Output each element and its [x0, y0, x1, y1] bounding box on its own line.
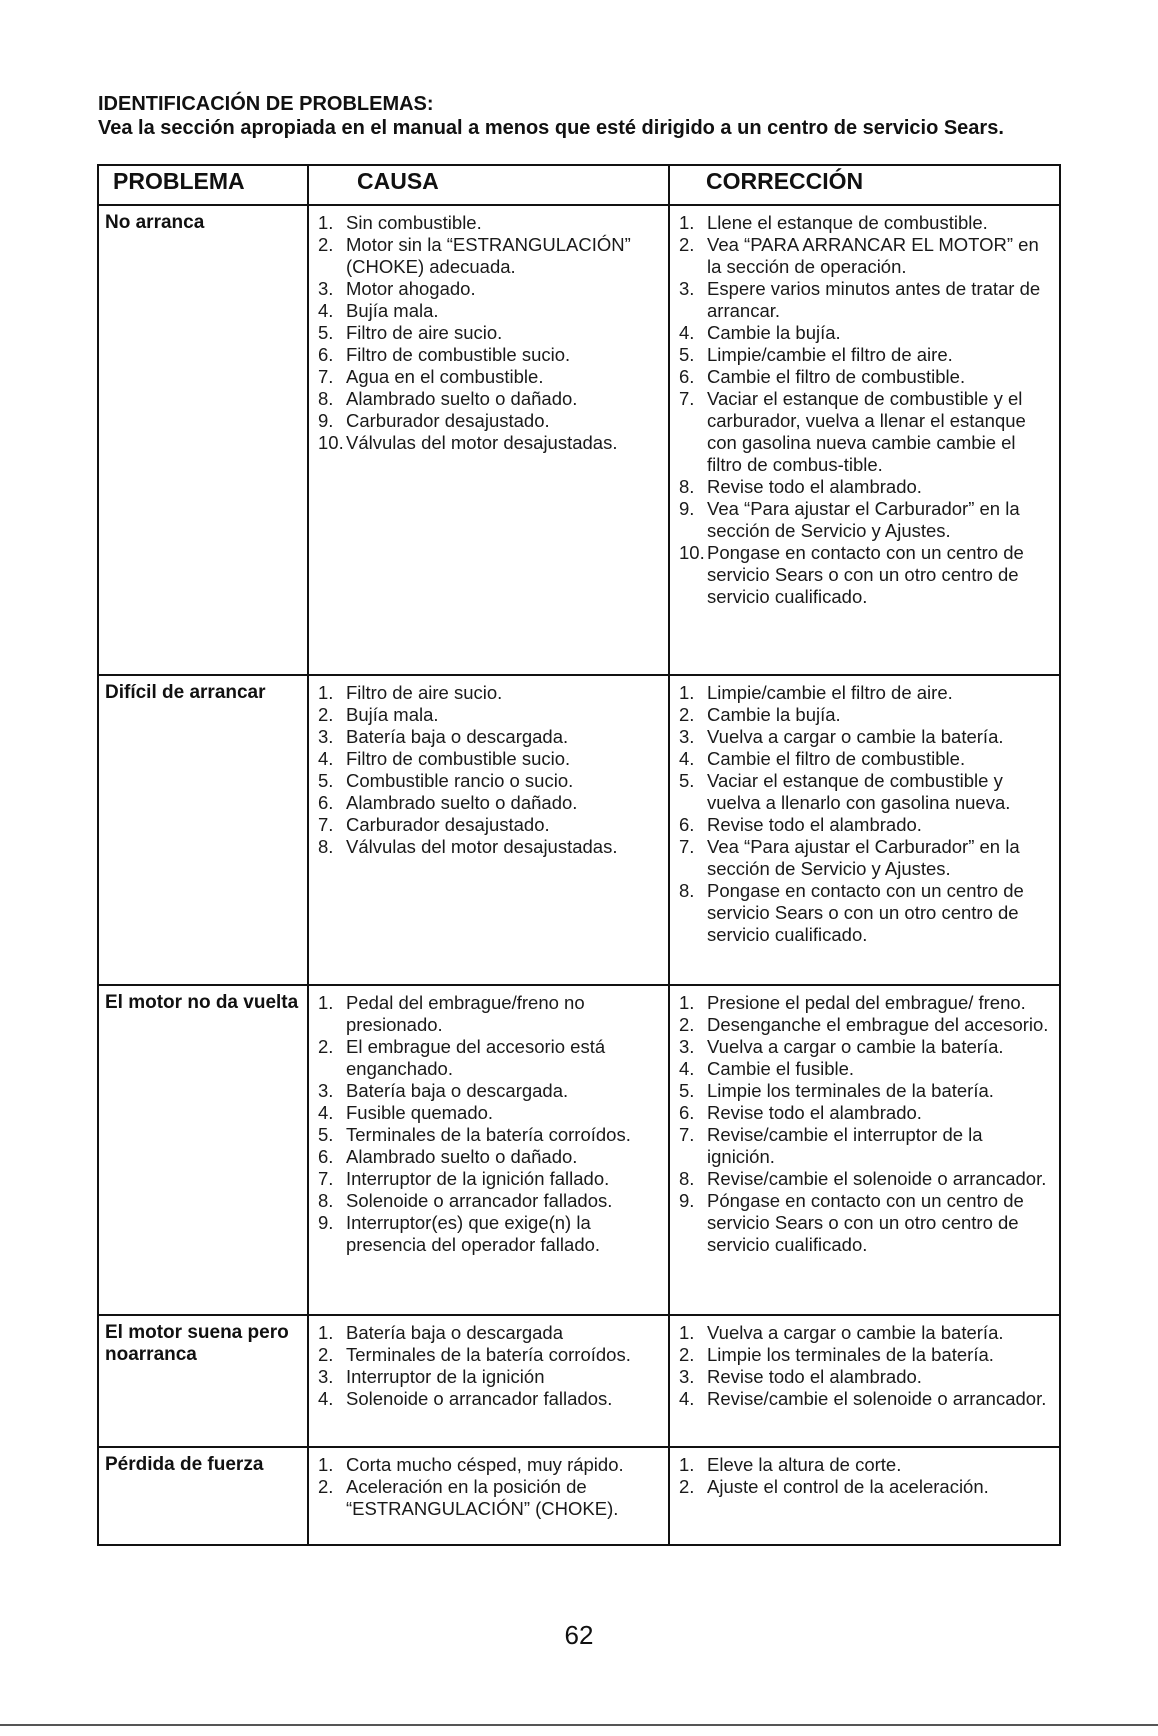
item-number: 7.	[679, 836, 695, 857]
list-item	[315, 1322, 664, 1344]
list-item	[676, 770, 1055, 814]
list-item	[315, 1146, 664, 1168]
item-number: 10.	[318, 432, 344, 453]
list-item	[315, 1454, 664, 1476]
item-number: 4.	[679, 748, 695, 769]
list-item	[676, 704, 1055, 726]
correction-list	[676, 1322, 1055, 1410]
item-number: 4.	[318, 1388, 334, 1409]
item-number: 4.	[679, 1388, 695, 1409]
item-number: 8.	[679, 476, 695, 497]
list-item	[315, 344, 664, 366]
list-item	[315, 704, 664, 726]
item-text: Interruptor de la ignición fallado.	[346, 1168, 610, 1189]
item-text: Vuelva a cargar o cambie la batería.	[707, 1036, 1004, 1057]
item-number: 9.	[318, 410, 334, 431]
correction-list	[676, 212, 1055, 608]
table-row	[98, 205, 1060, 675]
item-text: Motor ahogado.	[346, 278, 476, 299]
item-text: Cambie la bujía.	[707, 704, 841, 725]
list-item	[676, 1322, 1055, 1344]
correction-cell	[669, 985, 1060, 1315]
item-number: 7.	[318, 814, 334, 835]
list-item	[676, 1454, 1055, 1476]
troubleshooting-table	[97, 164, 1061, 1546]
list-item	[315, 748, 664, 770]
list-item	[315, 300, 664, 322]
list-item	[676, 1168, 1055, 1190]
item-text: Revise todo el alambrado.	[707, 814, 922, 835]
item-text: Eleve la altura de corte.	[707, 1454, 902, 1475]
item-text: Limpie los terminales de la batería.	[707, 1344, 994, 1365]
item-text: Vuelva a cargar o cambie la batería.	[707, 726, 1004, 747]
item-text: Válvulas del motor desajustadas.	[346, 432, 618, 453]
cause-list	[315, 212, 664, 454]
item-number: 4.	[318, 1102, 334, 1123]
item-text: Batería baja o descargada	[346, 1322, 564, 1343]
item-number: 7.	[318, 1168, 334, 1189]
list-item	[676, 1388, 1055, 1410]
list-item	[676, 880, 1055, 946]
list-item	[315, 1366, 664, 1388]
item-text: Fusible quemado.	[346, 1102, 494, 1123]
problem-cell: No arranca	[98, 205, 308, 675]
table-body	[98, 205, 1060, 1545]
item-text: Presione el pedal del embrague/ freno.	[707, 992, 1026, 1013]
item-text: Corta mucho césped, muy rápido.	[346, 1454, 624, 1475]
item-number: 6.	[679, 814, 695, 835]
item-text: Vea “Para ajustar el Carburador” en la sección de Servicio y Ajustes.	[707, 836, 1020, 879]
correction-list	[676, 1454, 1055, 1498]
item-number: 3.	[318, 1366, 334, 1387]
list-item	[676, 1124, 1055, 1168]
item-text: Vaciar el estanque de combustible y el carburador, vuelva a llenar el estanque con gasolina nueva cambie cambie el filtro de combus-tible.	[707, 388, 1026, 475]
item-number: 1.	[679, 992, 695, 1013]
cause-list	[315, 1454, 664, 1520]
item-text: Revise todo el alambrado.	[707, 476, 922, 497]
item-text: Limpie/cambie el filtro de aire.	[707, 344, 953, 365]
list-item	[315, 992, 664, 1036]
item-number: 1.	[679, 212, 695, 233]
list-item	[315, 792, 664, 814]
item-text: Interruptor de la ignición	[346, 1366, 545, 1387]
item-number: 5.	[318, 322, 334, 343]
item-text: Alambrado suelto o dañado.	[346, 1146, 578, 1167]
item-text: Revise/cambie el interruptor de la ignición.	[707, 1124, 983, 1167]
item-number: 6.	[318, 1146, 334, 1167]
item-number: 2.	[679, 1014, 695, 1035]
item-number: 2.	[318, 234, 334, 255]
item-number: 7.	[318, 366, 334, 387]
cause-cell	[308, 1447, 669, 1545]
item-text: Filtro de combustible sucio.	[346, 748, 571, 769]
item-number: 7.	[679, 1124, 695, 1145]
problem-cell: El motor suena pero noarranca	[98, 1315, 308, 1447]
list-item	[315, 726, 664, 748]
item-number: 3.	[679, 1366, 695, 1387]
item-text: Revise todo el alambrado.	[707, 1366, 922, 1387]
item-text: Bujía mala.	[346, 704, 439, 725]
list-item	[315, 836, 664, 858]
item-number: 1.	[679, 1454, 695, 1475]
item-text: Válvulas del motor desajustadas.	[346, 836, 618, 857]
cause-cell	[308, 675, 669, 985]
list-item	[676, 1014, 1055, 1036]
list-item	[315, 1476, 664, 1520]
list-item	[315, 1080, 664, 1102]
list-item	[315, 1190, 664, 1212]
item-text: Espere varios minutos antes de tratar de arrancar.	[707, 278, 1041, 321]
list-item	[676, 498, 1055, 542]
cause-list	[315, 682, 664, 858]
item-number: 1.	[679, 1322, 695, 1343]
list-item	[315, 1344, 664, 1366]
item-text: Terminales de la batería corroídos.	[346, 1124, 631, 1145]
list-item	[315, 278, 664, 300]
bottom-rule	[0, 1724, 1158, 1726]
item-text: Aceleración en la posición de “ESTRANGULACIÓN” (CHOKE).	[346, 1476, 619, 1519]
correction-cell	[669, 1447, 1060, 1545]
column-header-cause: CAUSA	[308, 165, 669, 205]
list-item	[315, 410, 664, 432]
list-item	[315, 1388, 664, 1410]
item-text: Batería baja o descargada.	[346, 1080, 569, 1101]
item-number: 1.	[318, 682, 334, 703]
item-text: El embrague del accesorio está enganchado.	[346, 1036, 606, 1079]
list-item	[676, 1476, 1055, 1498]
column-header-problem: PROBLEMA	[98, 165, 308, 205]
item-text: Vuelva a cargar o cambie la batería.	[707, 1322, 1004, 1343]
item-number: 1.	[318, 1454, 334, 1475]
item-text: Cambie el filtro de combustible.	[707, 366, 966, 387]
list-item	[315, 366, 664, 388]
item-number: 2.	[318, 704, 334, 725]
item-text: Revise/cambie el solenoide o arrancador.	[707, 1168, 1047, 1189]
item-number: 2.	[318, 1476, 334, 1497]
list-item	[676, 1102, 1055, 1124]
list-item	[676, 1058, 1055, 1080]
item-number: 6.	[679, 366, 695, 387]
list-item	[315, 814, 664, 836]
list-item	[676, 234, 1055, 278]
item-number: 2.	[679, 1344, 695, 1365]
list-item	[676, 1344, 1055, 1366]
list-item	[315, 322, 664, 344]
correction-cell	[669, 675, 1060, 985]
table-row	[98, 985, 1060, 1315]
item-number: 2.	[318, 1036, 334, 1057]
item-number: 5.	[679, 1080, 695, 1101]
list-item	[315, 1102, 664, 1124]
list-item	[676, 278, 1055, 322]
list-item	[315, 1212, 664, 1256]
item-text: Batería baja o descargada.	[346, 726, 569, 747]
item-text: Sin combustible.	[346, 212, 482, 233]
item-text: Bujía mala.	[346, 300, 439, 321]
correction-list	[676, 992, 1055, 1256]
cause-cell	[308, 205, 669, 675]
list-item	[676, 366, 1055, 388]
cause-cell	[308, 985, 669, 1315]
table-header-row	[98, 165, 1060, 205]
item-text: Ajuste el control de la aceleración.	[707, 1476, 989, 1497]
item-text: Revise todo el alambrado.	[707, 1102, 922, 1123]
item-text: Pongase en contacto con un centro de servicio Sears o con un otro centro de servicio cualificado.	[707, 542, 1024, 607]
section-heading: IDENTIFICACIÓN DE PROBLEMAS:	[98, 93, 434, 115]
table-row	[98, 1447, 1060, 1545]
table-row	[98, 1315, 1060, 1447]
item-text: Solenoide o arrancador fallados.	[346, 1190, 613, 1211]
item-number: 4.	[679, 1058, 695, 1079]
item-number: 2.	[679, 234, 695, 255]
item-number: 10.	[679, 542, 705, 563]
list-item	[676, 992, 1055, 1014]
list-item	[315, 1168, 664, 1190]
item-number: 1.	[318, 1322, 334, 1343]
item-text: Pongase en contacto con un centro de servicio Sears o con un otro centro de servicio cualificado.	[707, 880, 1024, 945]
item-number: 5.	[679, 770, 695, 791]
list-item	[676, 836, 1055, 880]
list-item	[315, 1036, 664, 1080]
list-item	[315, 234, 664, 278]
item-number: 3.	[679, 726, 695, 747]
item-text: Alambrado suelto o dañado.	[346, 792, 578, 813]
item-number: 8.	[318, 836, 334, 857]
list-item	[676, 1036, 1055, 1058]
item-number: 1.	[318, 992, 334, 1013]
item-text: Filtro de aire sucio.	[346, 682, 503, 703]
list-item	[315, 212, 664, 234]
page-number: 62	[564, 1620, 594, 1650]
item-number: 8.	[318, 388, 334, 409]
item-text: Filtro de aire sucio.	[346, 322, 503, 343]
item-text: Vea “Para ajustar el Carburador” en la sección de Servicio y Ajustes.	[707, 498, 1020, 541]
item-number: 3.	[318, 1080, 334, 1101]
list-item	[676, 814, 1055, 836]
item-text: Cambie el fusible.	[707, 1058, 855, 1079]
list-item	[676, 344, 1055, 366]
list-item	[676, 476, 1055, 498]
list-item	[676, 542, 1055, 608]
correction-cell	[669, 205, 1060, 675]
item-text: Interruptor(es) que exige(n) la presencia del operador fallado.	[346, 1212, 601, 1255]
list-item	[676, 1366, 1055, 1388]
item-number: 3.	[679, 1036, 695, 1057]
list-item	[315, 682, 664, 704]
item-number: 4.	[318, 300, 334, 321]
item-text: Revise/cambie el solenoide o arrancador.	[707, 1388, 1047, 1409]
item-number: 6.	[679, 1102, 695, 1123]
item-number: 4.	[679, 322, 695, 343]
cause-list	[315, 992, 664, 1256]
item-text: Pedal del embrague/freno no presionado.	[346, 992, 585, 1035]
item-text: Limpie los terminales de la batería.	[707, 1080, 994, 1101]
problem-cell: Pérdida de fuerza	[98, 1447, 308, 1545]
item-text: Filtro de combustible sucio.	[346, 344, 571, 365]
item-text: Desenganche el embrague del accesorio.	[707, 1014, 1049, 1035]
item-text: Motor sin la “ESTRANGULACIÓN” (CHOKE) adecuada.	[346, 234, 631, 277]
item-number: 7.	[679, 388, 695, 409]
item-number: 9.	[679, 1190, 695, 1211]
item-text: Vaciar el estanque de combustible y vuelva a llenarlo con gasolina nueva.	[707, 770, 1011, 813]
item-text: Cambie el filtro de combustible.	[707, 748, 966, 769]
item-text: Agua en el combustible.	[346, 366, 544, 387]
item-number: 1.	[318, 212, 334, 233]
item-number: 2.	[679, 1476, 695, 1497]
item-number: 2.	[318, 1344, 334, 1365]
item-number: 5.	[318, 770, 334, 791]
item-number: 8.	[679, 880, 695, 901]
list-item	[676, 388, 1055, 476]
item-number: 5.	[318, 1124, 334, 1145]
item-text: Llene el estanque de combustible.	[707, 212, 988, 233]
item-number: 9.	[318, 1212, 334, 1233]
item-text: Solenoide o arrancador fallados.	[346, 1388, 613, 1409]
item-number: 3.	[318, 726, 334, 747]
correction-cell	[669, 1315, 1060, 1447]
item-number: 6.	[318, 344, 334, 365]
item-text: Carburador desajustado.	[346, 410, 550, 431]
list-item	[676, 1190, 1055, 1256]
item-text: Terminales de la batería corroídos.	[346, 1344, 631, 1365]
list-item	[676, 726, 1055, 748]
problem-cell: Difícil de arrancar	[98, 675, 308, 985]
list-item	[676, 682, 1055, 704]
list-item	[676, 322, 1055, 344]
item-number: 9.	[679, 498, 695, 519]
item-number: 2.	[679, 704, 695, 725]
item-text: Póngase en contacto con un centro de servicio Sears o con un otro centro de servicio cualificado.	[707, 1190, 1024, 1255]
item-number: 1.	[679, 682, 695, 703]
item-number: 4.	[318, 748, 334, 769]
problem-cell: El motor no da vuelta	[98, 985, 308, 1315]
item-text: Alambrado suelto o dañado.	[346, 388, 578, 409]
item-number: 3.	[318, 278, 334, 299]
item-text: Vea “PARA ARRANCAR EL MOTOR” en la sección de operación.	[707, 234, 1039, 277]
list-item	[676, 748, 1055, 770]
item-text: Limpie/cambie el filtro de aire.	[707, 682, 953, 703]
list-item	[315, 770, 664, 792]
list-item	[315, 388, 664, 410]
item-number: 6.	[318, 792, 334, 813]
item-number: 3.	[679, 278, 695, 299]
list-item	[676, 212, 1055, 234]
list-item	[315, 432, 664, 454]
item-text: Combustible rancio o sucio.	[346, 770, 574, 791]
section-subheading: Vea la sección apropiada en el manual a menos que esté dirigido a un centro de servicio Sears.	[98, 117, 1004, 139]
cause-cell	[308, 1315, 669, 1447]
item-text: Carburador desajustado.	[346, 814, 550, 835]
correction-list	[676, 682, 1055, 946]
item-number: 5.	[679, 344, 695, 365]
list-item	[676, 1080, 1055, 1102]
item-number: 8.	[318, 1190, 334, 1211]
list-item	[315, 1124, 664, 1146]
item-text: Cambie la bujía.	[707, 322, 841, 343]
item-number: 8.	[679, 1168, 695, 1189]
cause-list	[315, 1322, 664, 1410]
table-row	[98, 675, 1060, 985]
column-header-correction: CORRECCIÓN	[669, 165, 1060, 205]
